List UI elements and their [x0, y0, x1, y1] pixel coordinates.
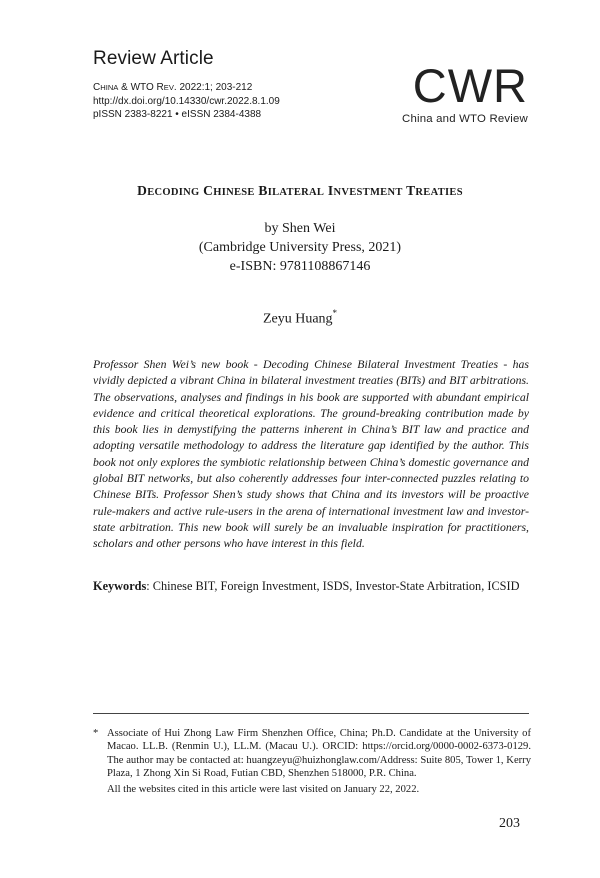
article-type-label: Review Article: [93, 48, 214, 69]
keywords-line: [93, 578, 533, 594]
footnote-block: [93, 727, 531, 796]
issn-line: pISSN 2383-8221 • eISSN 2384-4388: [93, 109, 262, 120]
footnote-text: Associate of Hui Zhong Law Firm Shenzhen Office, China; Ph.D. Candidate at the University of Macao. LL.B. (Renmin U.), LL.M. (Macau U.). ORCID: https://orcid.org/0000-0002-6373-0129. The author may be contacted at: huangzeyu@huizhonglaw.com/Address: Suite 805, Tower 1, Kerry Plaza, 1 Zhong Xin Si Road, Futian CBD, Shenzhen 518000, P.R. China.: [107, 728, 531, 780]
article-title: [0, 183, 600, 199]
title-w3-cap: B: [258, 183, 268, 198]
book-info: [0, 219, 600, 276]
title-w1-rest: ECODING: [147, 187, 200, 198]
author-footnote-marker[interactable]: *: [332, 308, 338, 318]
title-w4-rest: NVESTMENT: [333, 187, 403, 198]
book-publisher: (Cambridge University Press, 2021): [198, 240, 402, 255]
author-name: Zeyu Huang: [262, 311, 333, 327]
footnote-divider: [93, 713, 529, 714]
title-w3-rest: ILATERAL: [267, 187, 325, 198]
title-w5-rest: REATIES: [415, 187, 463, 198]
keywords-label: Keywords: [93, 579, 147, 593]
title-w2-rest: HINESE: [213, 187, 255, 198]
doi-link[interactable]: http://dx.doi.org/10.14330/cwr.2022.8.1.09: [93, 95, 280, 107]
footnote-marker: *: [93, 728, 99, 739]
journal-issue: . 2022:1; 203-212: [173, 82, 253, 93]
logo-subtitle: China and WTO Review: [402, 113, 528, 125]
journal-abbrev-sc-hina: HINA: [100, 83, 119, 92]
page-number: 203: [499, 816, 520, 831]
journal-abbrev-cap-c: C: [93, 82, 101, 93]
footnote-entry: [93, 727, 531, 781]
title-w5-cap: T: [406, 183, 416, 198]
author-line: [0, 309, 600, 328]
journal-metadata: [93, 81, 280, 122]
title-w4-cap: I: [327, 183, 334, 198]
logo-mark: CWR: [412, 59, 528, 112]
book-isbn: e-ISBN: 9781108867146: [229, 259, 371, 274]
journal-citation: [93, 81, 280, 95]
title-w2-cap: C: [203, 183, 214, 198]
title-w1-cap: D: [137, 183, 148, 198]
journal-abbrev-sc-ev: EV: [163, 83, 174, 92]
keywords-values: : Chinese BIT, Foreign Investment, ISDS, Investor-State Arbitration, ICSID: [146, 579, 520, 593]
abstract-paragraph: Professor Shen Wei’s new book - Decoding Chinese Bilateral Investment Treaties - has vividly depicted a vibrant China in bilateral investment treaties (BITs) and BIT arbitrations. The observations, analyses and findings in his book are supported with abundant empirical evidence and critical theoretical explorations. The ground-breaking contribution made by this book lies in demystifying the patterns inherent in China’s BIT law and practice and adopting versatile methodology to address the literature gap identified by the author. This book not only explores the symbiotic relationship between China’s domestic governance and global BIT networks, but also coherently addresses four inter-connected puzzles relating to Chinese BITs. Professor Shen’s study shows that China and its investors will be proactive rule-makers and active rule-users in the arena of international investment law and investor-state arbitration. This new book will surely be an invaluable inspiration for practitioners, scholars and other persons who have interest in this field.: [93, 358, 529, 551]
journal-abbrev-mid: & WTO R: [118, 82, 164, 93]
footnote-websites-note: All the websites cited in this article were last visited on January 22, 2022.: [107, 783, 420, 795]
journal-logo: [386, 59, 528, 126]
book-by-line: by Shen Wei: [264, 221, 336, 236]
